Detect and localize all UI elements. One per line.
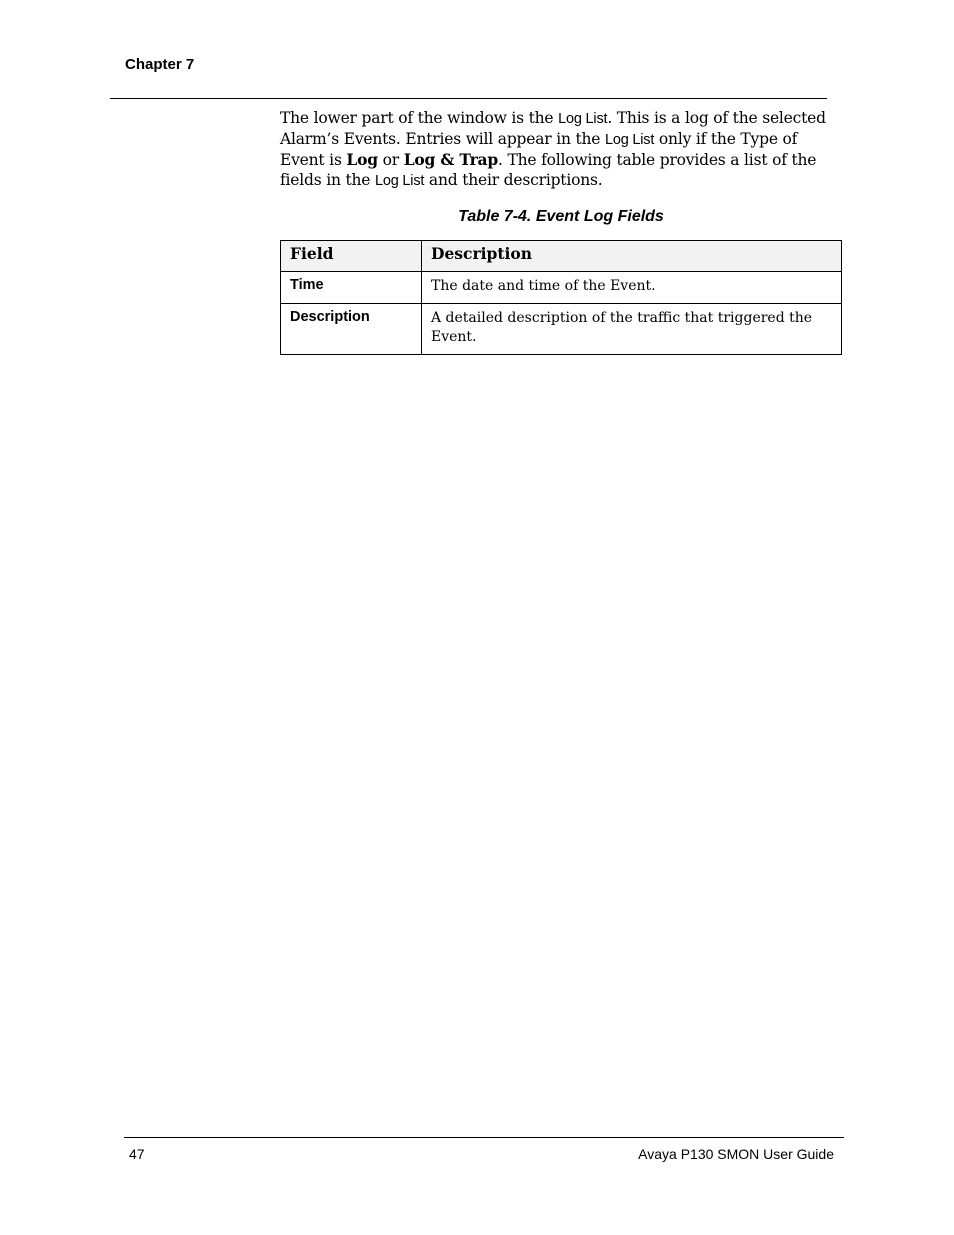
paragraph-text: and their descriptions. [424, 171, 603, 189]
event-log-fields-table [280, 240, 842, 355]
ui-term-log-list: Log List [605, 132, 655, 148]
chapter-heading: Chapter 7 [125, 56, 195, 73]
table-caption: Table 7-4. Event Log Fields [458, 208, 664, 225]
footer-rule [124, 1137, 844, 1138]
column-header-field: Field [281, 241, 422, 272]
body-paragraph [280, 108, 845, 191]
field-name-cell: Time [281, 272, 422, 304]
paragraph-text: only if the Type of Event is [280, 130, 798, 169]
bold-term-log-trap: Log & Trap [403, 150, 499, 169]
table-header-row [281, 241, 842, 272]
header-rule [110, 98, 827, 99]
paragraph-text: . The following table provides a list of the fields in the [280, 151, 817, 189]
table-row [281, 304, 842, 355]
paragraph-text: The lower part of the window is the [280, 109, 559, 127]
field-description-cell: The date and time of the Event. [422, 272, 842, 304]
paragraph-text: or [377, 151, 404, 169]
ui-term-log-list: Log List [375, 173, 425, 189]
table-row [281, 272, 842, 304]
field-description-cell: A detailed description of the traffic that triggered the Event. [422, 304, 842, 355]
field-name-cell: Description [281, 304, 422, 355]
guide-title: Avaya P130 SMON User Guide [638, 1146, 834, 1162]
bold-term-log: Log [346, 150, 378, 169]
page-number: 47 [129, 1146, 145, 1162]
paragraph-text: . This is a log of the selected Alarm’s Events. Entries will appear in the [280, 109, 826, 148]
ui-term-log-list: Log List [558, 111, 608, 127]
column-header-description: Description [422, 241, 842, 272]
